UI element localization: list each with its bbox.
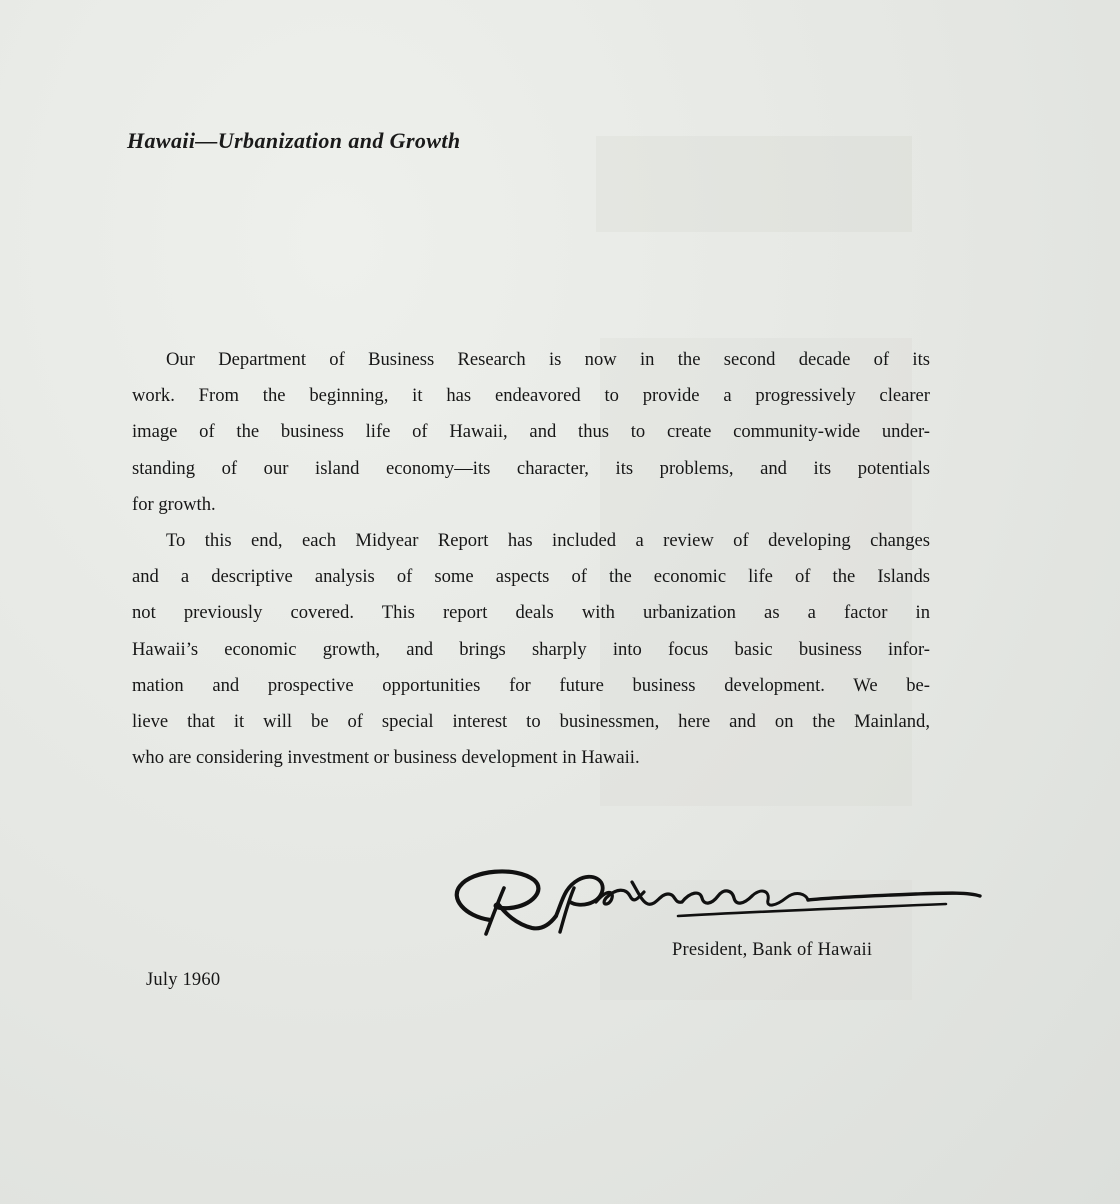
document-date: July 1960: [146, 970, 221, 990]
text-line: and a descriptive analysis of some aspects of the economic life of the Islands: [132, 566, 930, 588]
text-line: work. From the beginning, it has endeavored to provide a progressively clearer: [132, 385, 930, 407]
letter-body: [132, 342, 930, 776]
text-line: Hawaii’s economic growth, and brings sharply into focus basic business infor-: [132, 638, 930, 660]
text-line: image of the business life of Hawaii, and thus to create community-wide under-: [132, 421, 930, 443]
text-line: standing of our island economy—its character, its problems, and its potentials: [132, 457, 930, 479]
handwritten-signature: [446, 858, 986, 948]
text-line: mation and prospective opportunities for future business development. We be-: [132, 674, 930, 696]
signatory-title: President, Bank of Hawaii: [672, 940, 873, 960]
paragraph-1: [132, 342, 930, 523]
text-line: for growth.: [132, 493, 216, 515]
text-line: who are considering investment or business development in Hawaii.: [132, 747, 640, 769]
text-line: not previously covered. This report deals with urbanization as a factor in: [132, 602, 930, 624]
page-title: Hawaii—Urbanization and Growth: [127, 128, 461, 153]
text-line: lieve that it will be of special interest to businessmen, here and on the Mainland,: [132, 711, 930, 733]
text-line: Our Department of Business Research is now in the second decade of its: [166, 349, 930, 370]
text-line: To this end, each Midyear Report has included a review of developing changes: [166, 530, 930, 552]
show-through-shadow: [596, 136, 912, 232]
paragraph-2: [132, 523, 930, 776]
